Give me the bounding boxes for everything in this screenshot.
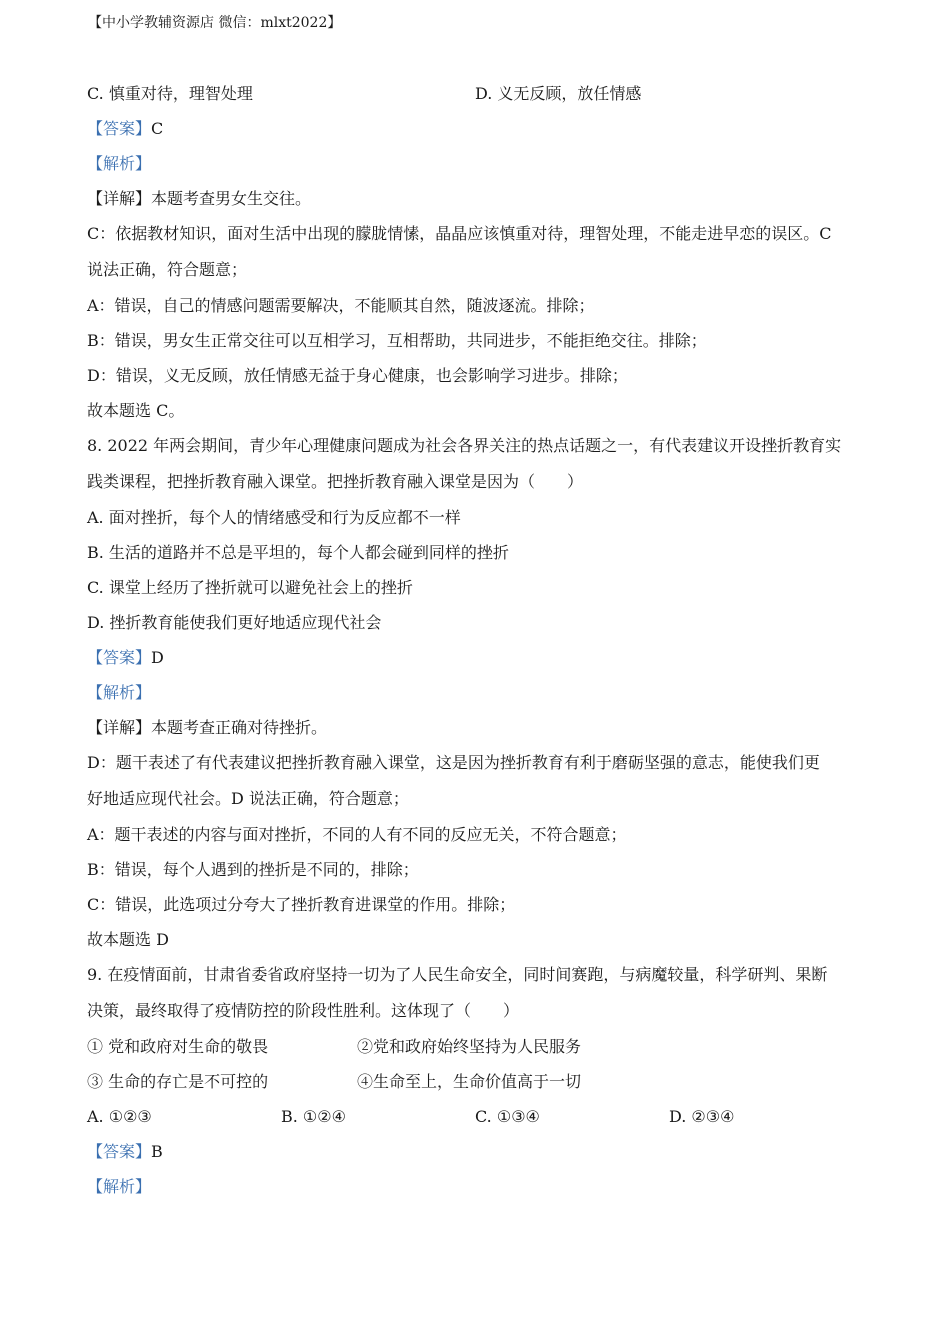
- q7-explain-c-line2: 说法正确，符合题意；: [87, 260, 248, 279]
- q8-answer: [87, 640, 865, 675]
- q8-explain-d-line2: 好地适应现代社会。D 说法正确，符合题意；: [87, 789, 409, 808]
- q9-option-b: B. ①②④: [281, 1107, 346, 1126]
- q7-option-c: C. 慎重对待，理智处理: [87, 84, 253, 103]
- q7-detail: 【详解】本题考查男女生交往。: [87, 189, 312, 208]
- q9-stem-line2: 决策，最终取得了疫情防控的阶段性胜利。这体现了（ ）: [87, 1001, 520, 1020]
- q9-option-a: A. ①②③: [87, 1107, 152, 1126]
- answer-tag: 【答案】: [87, 119, 152, 138]
- q9-statement-4: ④生命至上，生命价值高于一切: [357, 1072, 582, 1091]
- answer-tag: 【答案】: [87, 648, 152, 667]
- q8-stem-line2: 践类课程，把挫折教育融入课堂。把挫折教育融入课堂是因为（ ）: [87, 472, 584, 491]
- q7-options-row: [87, 76, 865, 111]
- q7-option-d: D. 义无反顾，放任情感: [475, 84, 642, 103]
- q9-statement-1: ① 党和政府对生命的敬畏: [87, 1037, 269, 1056]
- q8-explain-a: A：题干表述的内容与面对挫折，不同的人有不同的反应无关，不符合题意；: [87, 825, 627, 844]
- q9-option-c: C. ①③④: [475, 1107, 540, 1126]
- answer-value: D: [151, 648, 164, 667]
- q7-explain-b: B：错误，男女生正常交往可以互相学习，互相帮助，共同进步，不能拒绝交往。排除；: [87, 331, 707, 350]
- q8-stem-line1: 8. 2022 年两会期间，青少年心理健康问题成为社会各界关注的热点话题之一，有代表建议开设挫折教育实: [87, 436, 842, 455]
- q8-conclusion: 故本题选 D: [87, 930, 169, 949]
- q8-detail: 【详解】本题考查正确对待挫折。: [87, 718, 328, 737]
- q8-explain-d-line1: D：题干表述了有代表建议把挫折教育融入课堂，这是因为挫折教育有利于磨砺坚强的意志，能使我们更: [87, 753, 820, 772]
- answer-value: B: [151, 1142, 163, 1161]
- q7-explain-c-line1: C：依据教材知识，面对生活中出现的朦胧情愫，晶晶应该慎重对待，理智处理，不能走进早恋的误区。C: [87, 224, 832, 243]
- q9-stem-line1: 9. 在疫情面前，甘肃省委省政府坚持一切为了人民生命安全，同时间赛跑，与病魔较量，科学研判、果断: [87, 965, 828, 984]
- q9-statement-2: ②党和政府始终坚持为人民服务: [357, 1037, 582, 1056]
- q8-explain-b: B：错误，每个人遇到的挫折是不同的，排除；: [87, 860, 419, 879]
- q9-answer: [87, 1134, 865, 1169]
- q7-answer: [87, 111, 865, 146]
- q7-explain-a: A：错误，自己的情感问题需要解决，不能顺其自然，随波逐流。排除；: [87, 296, 595, 315]
- q9-statements-row2: [87, 1064, 865, 1099]
- answer-value: C: [151, 119, 164, 138]
- page-header: 【中小学教辅资源店 微信：mlxt2022】: [88, 15, 342, 31]
- q9-statement-3: ③ 生命的存亡是不可控的: [87, 1072, 269, 1091]
- q7-analysis-tag: 【解析】: [87, 154, 152, 173]
- q7-conclusion: 故本题选 C。: [87, 401, 185, 420]
- q9-options-row: [87, 1099, 865, 1134]
- q9-option-d: D. ②③④: [669, 1107, 735, 1126]
- q9-analysis-tag: 【解析】: [87, 1177, 152, 1196]
- q9-statements-row1: [87, 1029, 865, 1064]
- q8-analysis-tag: 【解析】: [87, 683, 152, 702]
- q7-explain-d: D：错误，义无反顾，放任情感无益于身心健康，也会影响学习进步。排除；: [87, 366, 628, 385]
- q8-option-a: A. 面对挫折，每个人的情绪感受和行为反应都不一样: [87, 508, 461, 527]
- q8-explain-c: C：错误，此选项过分夸大了挫折教育进课堂的作用。排除；: [87, 895, 516, 914]
- document-body: [87, 76, 865, 1204]
- q8-option-d: D. 挫折教育能使我们更好地适应现代社会: [87, 613, 382, 632]
- answer-tag: 【答案】: [87, 1142, 152, 1161]
- q8-option-b: B. 生活的道路并不总是平坦的，每个人都会碰到同样的挫折: [87, 543, 509, 562]
- q8-option-c: C. 课堂上经历了挫折就可以避免社会上的挫折: [87, 578, 413, 597]
